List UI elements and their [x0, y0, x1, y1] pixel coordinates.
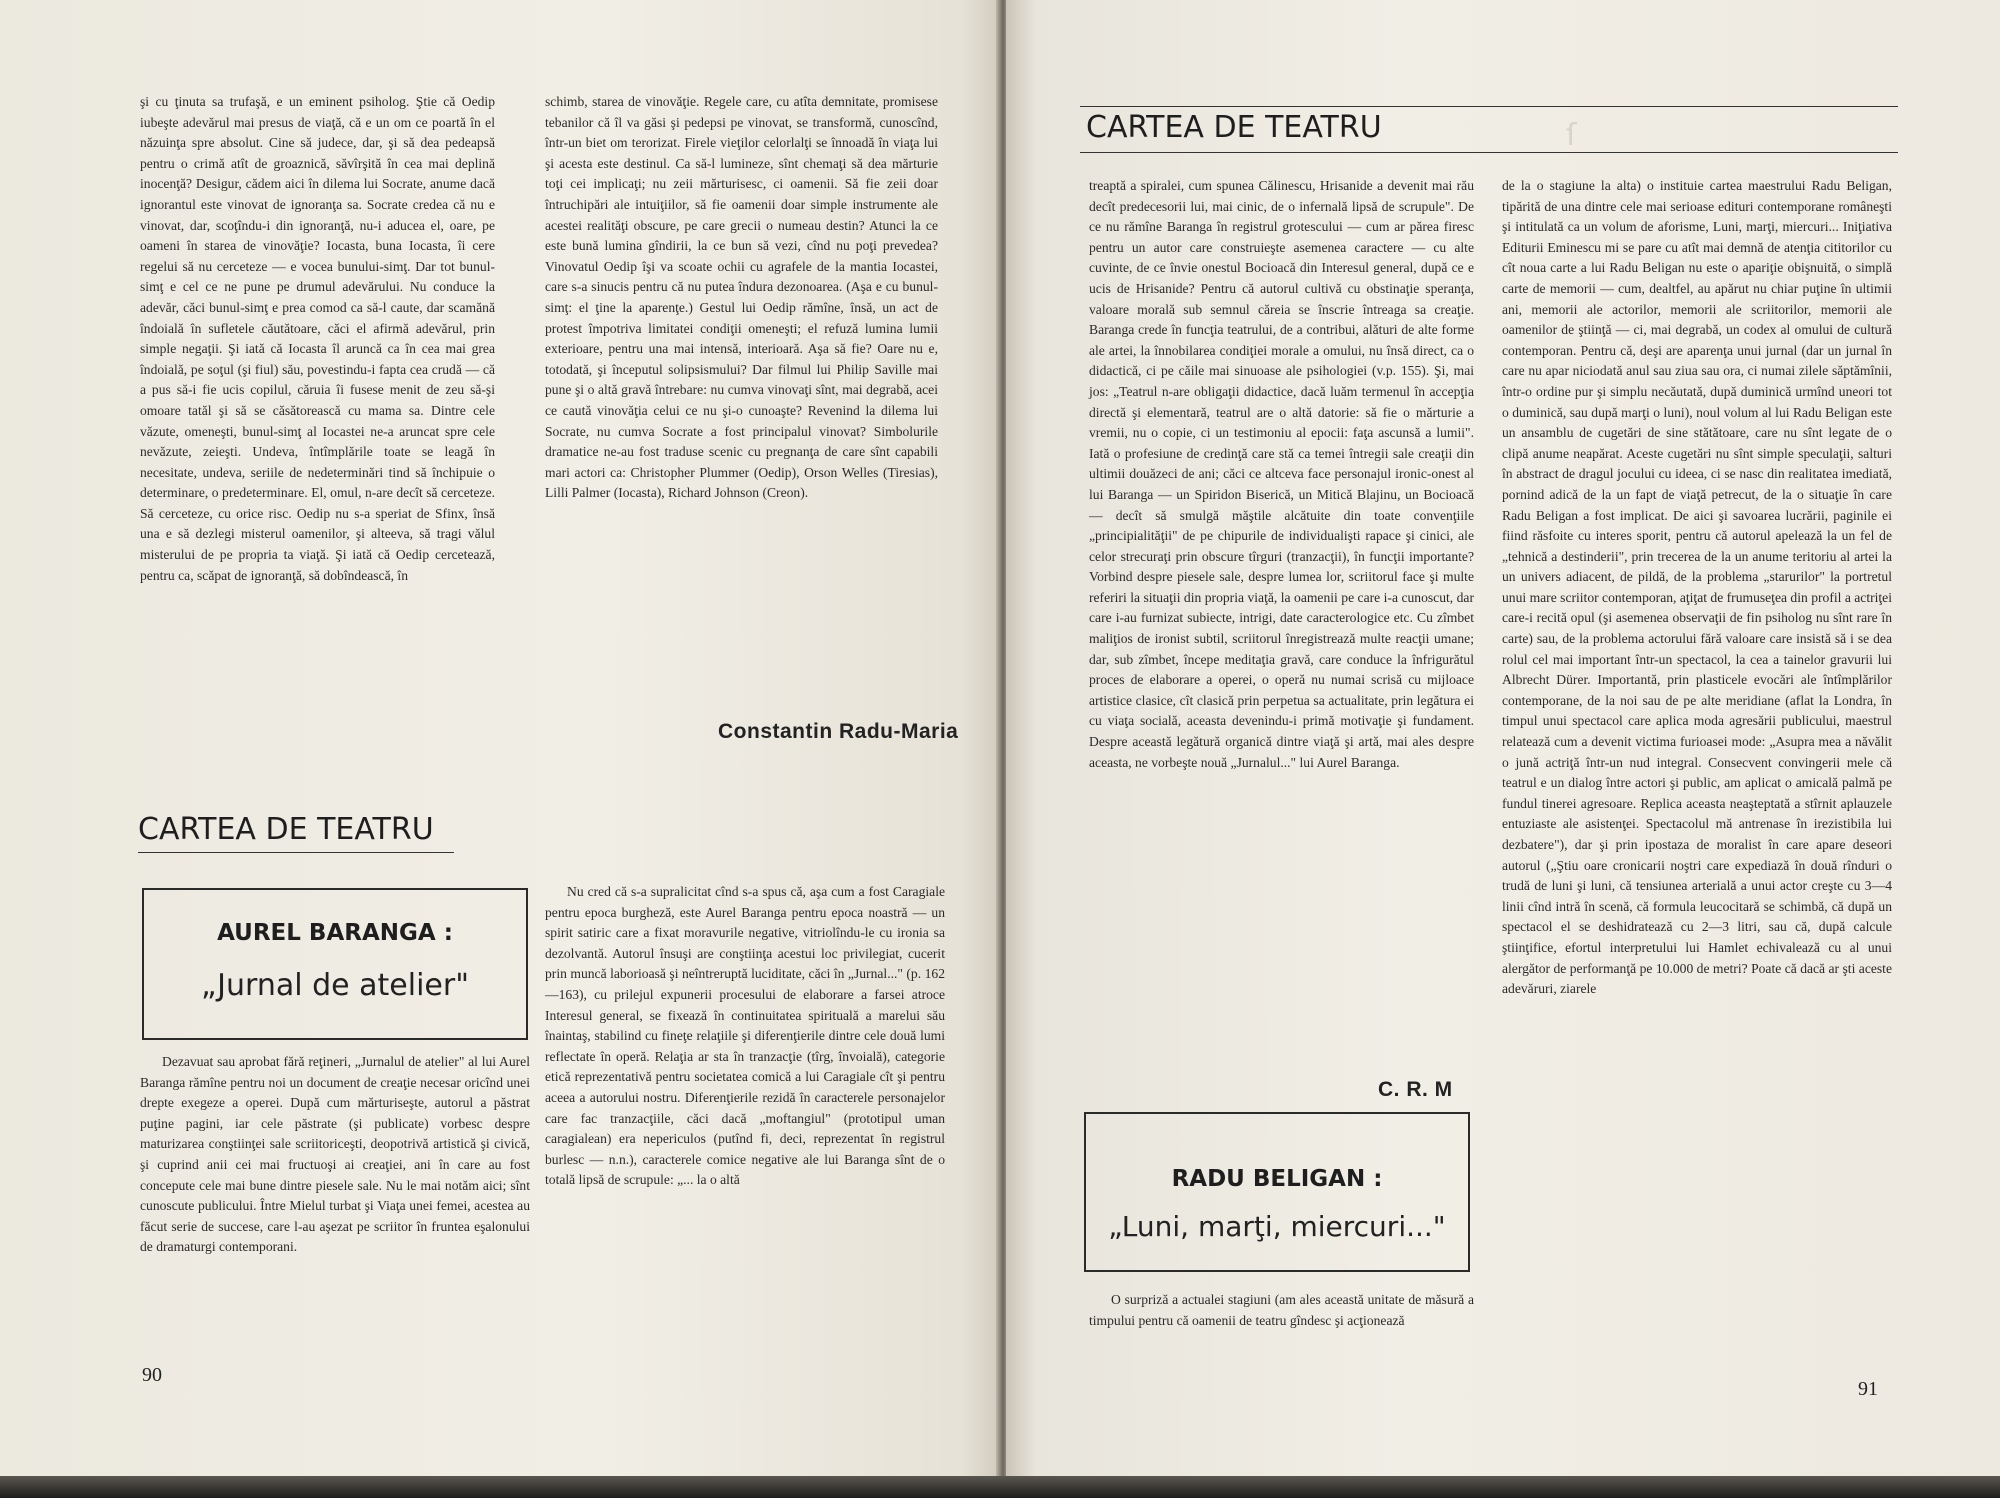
section-rule-top — [1080, 106, 1898, 107]
review-text: de la o stagiune la alta) o instituie cartea maestrului Radu Beligan, tipărită de una dintre cele mai serioase edituri contemporane româneşti şi intitulată ca un volum de aforisme, Luni, marţi, miercuri... Iniţiativa Editurii Eminescu mi se pare cu atît mai demnă de atenţia cititorilor cu cît noua carte a lui Radu Beligan nu este o apariţie obişnuită, o simplă carte de memorii — cum, dealtfel, au apărut nu chiar puţine în ultimii ani, memorii ale actorilor, memorii ale scriitorilor, memorii ale oamenilor de ştiinţă — ci, mai degrabă, un codex al omului de cultură contemporan. Pentru că, deşi are aparenţa unui jurnal (dar un jurnal în care nu apar niciodată anul sau ziua sau ora, ci numai zilele săptămînii, într-o ordine pur şi simplu necăutată, după duminică urmînd uneori tot o duminică, sau după marţi o luni), noul volum al lui Radu Beligan este un ansamblu de cugetări de sine stătătoare, care nu sînt legate de o clipă anume neapărat. Aceste cugetări nu sînt simple speculaţii, salturi în abstract de dragul jocului cu ideea, ci se nasc din realitatea imediată, pornind adică de la un fapt de viaţă petrecut, de la o situaţie în care Radu Beligan a fost implicat. De aici şi savoarea lucrării, paginile ei fiind răsfoite cu interes sporit, pentru că autorul apelează la un fel de „tehnică a destinderii", prin trecerea de la un anume teritoriu al artei la un univers adiacent, de pildă, de la problema „starurilor" la portretul unui mare scriitor contemporan, aţiţat de frumuseţea din profil a actriţei care-i recită opul (şi asemenea observaţii de fin psiholog nu sînt rare în carte) sau, de la problema actorului fără valoare care insistă să i se dea rolul cel mai important într-un spectacol, la cea a tainelor gravurii lui Albrecht Dürer. Importantă, prin plasticele evocări ale întîmplărilor contemporane, de la noi sau de pe alte meridiane (aflat la Londra, în timpul unui spectacol care aplica moda agresării publicului, maestrul relatează cum a devenit victima furioasei mode: „Asupra mea a năvălit o jună actriţă într-un nud integral. Consecvent convingerii mele că teatrul e un dialog între actori şi public, am aplicat o amicală palmă pe fundul tinerei agresoare. Replica aceasta neaşteptată a stîrnit aplauzele entuziaste ale asistenţei. Spectacolul mă antrenase în irezistibila lui dezbatere"), dar şi prin ipostaza de moralist în care apare deseori autorul („Ştiu oare cronicarii noştri care expediază în două rînduri o trudă de luni şi luni, că tensiunea arterială a unui actor creşte cu 3—4 linii cînd intră în scenă, că formula leucocitară se schimbă, că după un spectacol el se deshidratează cu 2—3 litri, sau că, după calcule ştiinţifice, efortul interpretului lui Hamlet echivalează cu al unui alergător de performanţă pe 10.000 de metri? Poate că dacă ar şti aceste adevăruri, ziarele — [1502, 178, 1892, 997]
scan-edge — [0, 1476, 2000, 1498]
article-text: schimb, starea de vinovăţie. Regele care, cu atîta demnitate, promisese tebanilor că îl va găsi şi pedepsi pe vinovat, se transformă, cunoscînd, într-un biet om terorizat. Firele vieţilor celorlalţi se înnoadă în viaţa lui şi acesta este destinul. Ca să-l lumineze, sînt chemaţi să dea mărturie toţi cei implicaţi; nu zeii mărturisesc, ci oamenii. Să fie zeii doar întruchipări ale intuiţiilor, să fie oamenii doar simple instrumente ale acestei realităţi obscure, pe care grecii o numeau destin? Atunci la ce este bună lumina gîndirii, la ce bun să vezi, cînd nu poţi prevedea? Vinovatul Oedip îşi va scoate ochii cu agrafele de la mantia Iocastei, care s-a sinucis pentru că nu putea îndura dezonoarea. (Aşa e cu bunul-simţ: el ţine la aparenţe.) Gestul lui Oedip rămîne, însă, un act de protest împotriva limitatei condiţii omeneşti; el refuză lumina lumii exterioare, pentru una mai intensă, interioară. Aşa să fie? Oare nu e, totodată, şi începutul solipsismului? Dar filmul lui Philip Saville mai pune şi o altă gravă întrebare: nu cumva vinovaţi sînt, mai degrabă, acei ce caută vinovăţia celui ce nu şi-o cunoaşte? Revenind la dilema lui Socrate, nu cumva Socrate a fost principalul vinovat? Simbolurile dramatice ne-au fost traduse scenic cu pregnanţa de care sînt capabili mari actori ca: Christopher Plummer (Oedip), Orson Welles (Tiresias), Lilli Palmer (Iocasta), Richard Johnson (Creon). — [545, 94, 938, 501]
right-column-1 — [1089, 176, 1474, 773]
author-signature: C. R. M — [1378, 1078, 1453, 1101]
review-text: O surpriză a actualei stagiuni (am ales această unitate de măsură a timpului pentru că oamenii de teatru gîndesc şi acţionează — [1089, 1292, 1474, 1328]
page-number: 90 — [142, 1364, 162, 1386]
author-signature: Constantin Radu-Maria — [718, 720, 959, 743]
section-rule — [138, 852, 454, 853]
page-number: 91 — [1858, 1378, 1878, 1400]
section-title: CARTEA DE TEATRU — [1086, 110, 1382, 145]
review-text: Nu cred că s-a supralicitat cînd s-a spus că, aşa cum a fost Caragiale pentru epoca burgheză, este Aurel Baranga pentru epoca noastră — un spirit satiric care a fixat moravurile negative, vitriolîndu-le cu ironia sa dezolvantă. Autorul însuşi are conştiinţa acestui loc privilegiat, cucerit prin muncă laborioasă şi neîntreruptă luciditate, căci în „Jurnal..." (p. 162—163), cu prilejul expunerii procesului de elaborare a farsei atroce Interesul general, se fixează în continuitatea spirituală a marelui său înaintaş, stabilind cu fineţe relaţiile şi diferenţierile dintre cele două lumi reflectate în operă. Relaţia ar sta în tranzacţie (tîrg, învoială), categorie etică reprezentativă pentru societatea comică a lui Caragiale cît şi pentru aceea a autorului nostru. Diferenţierile rezidă în caracterele personajelor care fac tranzacţiile, căci dacă „moftangiul" (prototipul uman caragialean) era nepericulos (putînd fi, deci, reprezentat în registrul burlesc — n.n.), caracterele comice negative ale lui Baranga sînt de o totală lipsă de scrupule: „... la o altă — [545, 884, 945, 1188]
article-text: şi cu ţinuta sa trufaşă, e un eminent psiholog. Ştie că Oedip iubeşte adevărul mai presus de viaţă, că e un om ce poartă în el năzuinţa spre absolut. Cine să judece, dar, şi să dea pedeapsă pentru o crimă atît de groaznică, săvîrşită în cea mai deplină inocenţă? Desigur, cădem aici în dilema lui Socrate, anume dacă ignorantul este vinovat de ignoranţa sa. Socrate credea că nu e vinovat, dar, scoţîndu-i din ignoranţă, nu-i aducea el, oare, pe oameni în starea de vinovăţie? Iocasta, buna Iocasta, îi cere regelui să nu cerceteze — e vocea bunului-simţ. Dar tot bunul-simţ e cel ce ne pune pe drumul adevărului. Nu conduce la adevăr, căci bunul-simţ e prea comod ca să-l caute, dar scamănă îndoială în sufletele căutătoare, căci el afirmă adevărul, prin simple negaţii. Şi iată că Iocasta îl aruncă ca în cea mai grea îndoială, pe soţul (şi fiul) său, povestindu-i fapta cea crudă — că a pus să-i fie ucis copilul, căruia îi fusese menit de zeu să-şi omoare tatăl şi să se căsătorească cu mama sa. Dintre cele văzute, omeneşti, bunul-simţ al Iocastei ne-a aruncat spre cele nevăzute, zeieşti. Undeva, întîmplările toate se leagă în necesitate, undeva, seriile de nedeterminări tind să închipuie o determinare, o predeterminare. El, omul, n-are decît să cerceteze. Să cerceteze, cu orice risc. Oedip nu s-a speriat de Sfinx, însă una e să dezlegi misterul oamenilor, şi alteeva, să tragi vălul misterului de pe propria ta viaţă. Şi iată că Oedip cercetează, pentru ca, scăpat de ignoranţă, să dobîndească, în — [140, 94, 495, 583]
left-bottom-column-2 — [545, 882, 945, 1191]
book-title: „Luni, marţi, miercuri..." — [1108, 1210, 1446, 1243]
right-column-1-bottom — [1089, 1290, 1474, 1331]
book-author: AUREL BARANGA : — [217, 920, 453, 946]
right-page — [1006, 0, 2000, 1498]
book-title-box — [142, 888, 528, 1040]
right-column-2 — [1502, 176, 1892, 1000]
show-through-text: ſ — [1566, 118, 1577, 153]
section-title: CARTEA DE TEATRU — [138, 812, 434, 847]
left-top-column-2 — [545, 92, 938, 504]
review-text: Dezavuat sau aprobat fără reţineri, „Jurnalul de atelier" al lui Aurel Baranga rămîne pentru noi un document de creaţie necesar oricînd unei drepte exegeze a operei. După cum mărturiseşte, autorul a păstrat puţine pagini, iar cele păstrate (şi publicate) vorbesc despre maturizarea conştiinţei sale scriitoriceşti, deopotrivă artistică şi civică, şi cuprind anii cei mai fructuoşi ai creaţiei, ani în care au fost concepute cele mai bune dintre piesele sale. Nu le mai notăm aici; sînt cunoscute publicului. Între Mielul turbat şi Viaţa unei femei, acestea au făcut serie de succese, care l-au aşezat pe scriitor în fruntea eşalonului de dramaturgi contemporani. — [140, 1054, 530, 1255]
book-title-box — [1084, 1112, 1470, 1272]
review-text: treaptă a spiralei, cum spunea Călinescu, Hrisanide a devenit mai rău decît predecesorii lui, mai cinic, de o infernală lipsă de scrupule". De ce nu rămîne Baranga în registrul grotescului — cum ar părea firesc pentru un autor care construieşte asemenea caractere — cu alte cuvinte, de ce învie onestul Bocioacă din Interesul general, după ce e ucis de Hrisanide? Pentru că autorul cultivă cu obstinaţie speranţa, valoare morală sub semnul căreia se înscrie întreaga sa creaţie. Baranga crede în funcţia teatrului, de a contribui, alături de alte forme ale artei, la înnobilarea condiţiei morale a omului, nu însă direct, ca o didactică, ci pe căile mai sinuoase ale psihologiei (v.p. 155). Şi, mai jos: „Teatrul n-are obligaţii didactice, dacă luăm termenul în accepţia directă şi elementară, teatrul are o altă datorie: să fie o mărturie a vremii, nu o copie, ci un testimoniu al epocii: faţa ascunsă a lumii". Iată o profesiune de credinţă care stă ca temei întregii sale creaţii din ultimii douăzeci de ani; căci ce altceva face personajul ironic-onest al lui Baranga — un Spiridon Biserică, un Mitică Blajinu, un Bocioacă — decît să smulgă măştile alcătuite din toate convenţiile „principialităţii" de pe chipurile de individualişti rapace şi cinici, ale celor strecuraţi prin obscure tîrguri (tranzacţii), în funcţii importante? Vorbind despre piesele sale, despre lumea lor, scriitorul face şi multe referiri la situaţii din propria viaţă, la oamenii pe care i-a cunoscut, dar care i-au furnizat subiecte, intrigi, date caracterologice etc. Cu zîmbet maliţios de ironist subtil, scriitorul înregistrează multe reacţii umane; dar, sub zîmbet, începe meditaţia gravă, care conduce la înfrigurătul proces de elaborare a operei, o operă nu numai scrisă cu mijloace artistice clasice, cît clasică prin perpetua sa actualitate, prin legătura ei cu viaţa socială, aceasta devenindu-i primă motivaţie şi fundament. Despre această legătură organică dintre viaţă şi artă, mai ales despre aceasta, ne vorbeşte nouă „Jurnalul..." lui Aurel Baranga. — [1089, 178, 1474, 770]
book-title: „Jurnal de atelier" — [200, 968, 470, 1003]
book-author: RADU BELIGAN : — [1171, 1166, 1383, 1192]
section-rule-bottom — [1080, 152, 1898, 153]
left-top-column-1 — [140, 92, 495, 586]
left-bottom-column-1 — [140, 1052, 530, 1258]
